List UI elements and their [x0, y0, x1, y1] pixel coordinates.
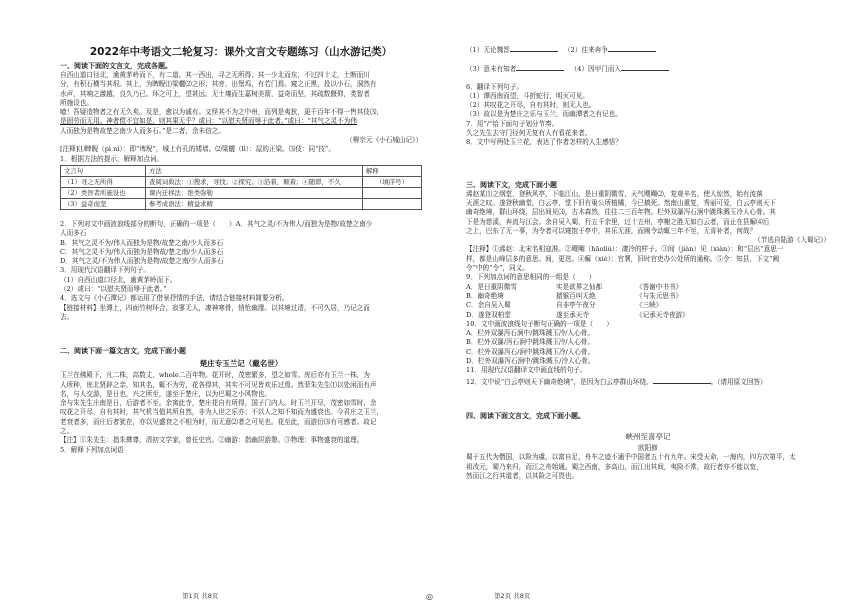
passage-line: 幽奇绝境，群山环绕，层出间见⑶，古木森然，往往二三百年物。栏外双瀑泻石涧中跳珠溅玉冷人心骨。其 [466, 208, 776, 217]
passage-line: 下是为慈溪，奔流与江会。余自吴入蜀，行五千余里，过十五州，亭榭之胜无如白云者，而止在县廨⑷后 [466, 217, 770, 226]
option-c: C．其气之灵不为/伟人而独为是物故/楚之南/少人而多石 [60, 247, 224, 256]
option-a-source: 《答谢中书书》 [636, 282, 683, 291]
vocab-row [466, 44, 830, 55]
question-12 [466, 376, 830, 387]
question-7 [466, 120, 830, 139]
question-line: 人而多石 [60, 229, 87, 238]
passage-line: 是固劳而无用。神者傥不宜如是，则其果无乎？或曰：“以慰夫贤而辱于此者。”或曰：“其气之灵不为伟 [60, 117, 357, 126]
option-row [466, 301, 830, 310]
passage-line: 祖改元，蜀乃来归，而江之舟始通。蜀之西南，多高山，而江出其间，夷险不常，故行者亦不能以宽， [466, 462, 763, 471]
passage-line: 噫！吾疑造物者之有无久矣。及是，愈以为诚有。又怪其不为之中州，而列是夷狄，更千百年不得一售其伎⑶， [60, 108, 384, 117]
question-line: 久之先生去守门径何无复有人有看花来者。 [466, 129, 592, 138]
passage-line: 蜀于五代为僭国，以险为虞，以富自足，舟车之迹不通乎中国者五十有九年。宋受天命，一海内，四方次第平，太 [466, 453, 796, 462]
table-cell [363, 198, 422, 209]
question-4 [60, 294, 422, 322]
option-c[interactable]: C．余自吴入蜀 [466, 301, 511, 310]
option-row [466, 283, 830, 292]
table-header-row [61, 165, 422, 176]
answer-blank[interactable] [510, 44, 558, 52]
passage-source: （柳宗元《小石城山记》） [346, 136, 422, 145]
question-12-suffix: 。（请用原文回答） [710, 377, 767, 386]
table-cell: 查阅词典法：①搜求，寻找；②探究；③沿着，顺着；④随即，不久 [146, 176, 363, 187]
table-row [61, 187, 422, 198]
vocab-item: （1）无论魏晋 [466, 46, 510, 54]
question-8: 8．文中写两处玉兰花，表达了作者怎样的人生感悟？ [466, 138, 622, 147]
page-right [430, 0, 860, 608]
passage-2 [60, 371, 422, 436]
table-cell: （2）类智者所施设也 [61, 187, 146, 198]
option-d-source: 《记承天寺夜游》 [636, 310, 689, 319]
note-line: 令”中的“令”，同义。 [466, 264, 529, 273]
option-row [466, 311, 830, 320]
question-line: 6．翻译下列句子。 [466, 82, 523, 91]
question-5-items [466, 44, 830, 75]
passage-title: 峡州至喜亭记 [625, 431, 671, 441]
passage-author: 欧阳修 [638, 443, 658, 452]
question-5: 5．解释下列加点词语 [60, 445, 124, 454]
table-row [61, 198, 422, 209]
passage-line: 自西山道口径北，逾黄茅岭而下，有二道。其一西出，寻之无所得；其一少北而东，不过四十丈，土断而川 [60, 71, 370, 79]
question-line: 去。 [60, 312, 74, 321]
question-2 [60, 220, 422, 266]
table-row [61, 176, 422, 187]
passage-title: 楚庄专玉兰记（戴名世） [199, 359, 283, 369]
question-9: 9．下列加点词的意思相同的一组是（ ） [466, 273, 596, 282]
passage-line: 浠赵某⑴之纲堂，登秋风亭，下临江山，是日重阴微雪，天气飕飗⑵，复观辛名，使人惊然，始有流落 [466, 189, 763, 198]
note-line: 样，都是山峰层多的意思。间，更迭。④廨（xiè）：官署，旧时官吏办公处所的通称。⑤令：知县，下文“阙 [466, 254, 780, 263]
vocab-item: （2）往来奔争 [564, 46, 608, 54]
option-b-compare: 猿猴百叫无绝 [556, 291, 596, 300]
answer-blank[interactable] [621, 63, 669, 71]
question-line: （2）或曰：“以慰夫贤而辱于此者。” [60, 285, 167, 294]
question-line: （3）故以是为楚庄之乐与玉兰，而幽潭者之有记也。 [466, 110, 622, 119]
option-a[interactable]: A．是日重阴微雪 [466, 282, 517, 291]
passage-1 [60, 71, 422, 145]
option-d[interactable]: D．遂登双柏堂 [466, 310, 511, 319]
table-header: 解释 [363, 165, 422, 176]
method-table [60, 165, 422, 210]
option-b: B．其气之灵不为/伟人而独为是物/故楚之南/少人而多石 [60, 238, 224, 247]
passage-line: 之。 [60, 427, 74, 436]
option-b-source: 《与朱元思书》 [636, 291, 683, 300]
table-header: 文言句 [61, 165, 146, 176]
note-2: 【注】①朱先生：指朱彝尊，清初文学家，曾任史官。②幽游：指幽居游憩。③物理：事物盛衰的道理。 [60, 436, 364, 445]
answer-blank[interactable] [653, 376, 711, 384]
table-cell: 课内迁移法：绝类弥勒 [146, 187, 363, 198]
passage-line: 余与朱先生庄南是日，后游者不至。余寓此寺，楚庄花自有所得，国子门内人。时玉兰开尽，茂密如雪时，余 [60, 399, 377, 408]
option-d-compare: 遂至承天寺 [556, 310, 589, 319]
table-cell: （3）益奇而坚 [61, 198, 146, 209]
passage-line: 天涯之叹。遂登秋幽堂，白云亭，堂下旧有巢公所植橘，今已槁死。然南山重复，秀丽可爱，白云亭则天下 [466, 198, 776, 207]
option-b[interactable]: B．栏外双瀑/泻石涧中跳珠溅玉冷/人心骨。 [466, 338, 594, 347]
passage-line: 人所种，庑北贤辟之亲，知其名，辄不为劳，花各得其，其实不可见皆欢乐过焉。然菲朱先生⑴以处闲而有声 [60, 380, 377, 389]
table-cell: 参考成语法：精益求精 [146, 198, 363, 209]
note-line: 【注释】①浠赵：北宋名相寇准。②飕飗（hāoliú）：凄冷的样子。③间（jiàn）见（xiàn）：和“层出”意思一 [466, 245, 784, 254]
passage-line: 所施设也。 [60, 98, 93, 107]
passage-line: 分，有积石横当其垠。其上，为睥睨⑴梁欐⑵之形；其旁，出堡坞，有若门焉。窥之正黑，投以小石，洞然有 [60, 80, 377, 89]
option-d[interactable]: D．栏外双瀑泻石涧中/跳珠溅玉/冷人心骨。 [466, 357, 595, 366]
page-number-left: 第1页 共8页 [182, 592, 219, 600]
option-b[interactable]: B．幽奇绝境 [466, 291, 504, 300]
option-c[interactable]: C．栏外双瀑泻石/涧中跳珠溅玉冷/人心骨。 [466, 347, 595, 356]
passage-line: 叹花之开尽，自有其时，其气机当值其所自然，非为人世之乐亦；不以人之知不知而为盛衰也。今君庄之玉兰， [60, 408, 384, 417]
passage-line: 水声，其响之激越，良久乃已。环之可上，望甚远。无土壤而生嘉树美箭，益奇而坚，其疏数偃仰，类智者 [60, 89, 370, 98]
question-11: 11．用现代汉语翻译文中画直线的句子。 [466, 366, 587, 375]
question-line: （1）自西山道口径北，逾黄茅岭而下。 [60, 275, 177, 284]
passage-line: 老衰者多，而庄后者犹在，亦以见盛衰之不相为时，而无意⑵者之可见也。花至此，而游衍⑶有可感者。故记 [60, 417, 377, 426]
question-3 [60, 266, 422, 294]
passage-source: （节选自陆游《入蜀记》） [754, 236, 830, 245]
passage-line: 之上，巴东了无一事，为令者可以寝饱于亭中，其乐无涯，而阙令动辄三年不至，无肯补者，何哉？ [466, 226, 757, 235]
table-cell: （填序号） [363, 176, 422, 187]
question-1: 1．根据方法的提示，解释加点词。 [60, 154, 164, 163]
option-row [466, 292, 830, 301]
table-header: 方法 [146, 165, 363, 176]
question-line: 3．用现代汉语翻译下列句子。 [60, 266, 150, 275]
passage-line: 名，与人交游，是日也，兴之所至，遂至于楚庄，以为巴蜀之小风物也。 [60, 389, 271, 398]
passage-line: 玉兰在佛殿下，凡二株，高数丈，whole二百年物。花开时，茂密繁多，望之如雪。庑后亦有玉兰一株，为 [60, 371, 370, 380]
table-cell: （1）寻之无所得 [61, 176, 146, 187]
section-heading-4: 四、阅读下面文言文，完成下面小题。 [466, 411, 585, 420]
question-10-options [466, 329, 830, 366]
question-9-options [466, 283, 830, 320]
answer-blank[interactable] [516, 63, 564, 71]
page-number-right: 第2页 共8页 [494, 592, 531, 600]
option-c-compare: 自非亭午夜分 [556, 301, 596, 310]
binding-mark: ◎ [426, 592, 433, 601]
vocab-row [466, 63, 830, 74]
vocab-item: （4）因甲门而入 [570, 65, 622, 74]
question-line: 4．选文与《小石潭记》都运用了借景抒情的手法，请结合链接材料简要分析。 [60, 294, 289, 303]
passage-line: 人而独为是物故楚之南少人而多石。”是二者，余未信之。 [60, 126, 225, 135]
passage-3 [466, 190, 830, 246]
option-d: D．其气之灵/不为伟人而独为是物/故楚之南/少人而多石 [60, 257, 224, 266]
table-cell [363, 187, 422, 198]
question-line: 7．用“/”给下面句子划分节奏。 [466, 119, 559, 128]
option-a[interactable]: A．栏外双瀑泻石涧中/跳珠溅玉冷/人心骨。 [466, 329, 594, 338]
question-6 [466, 83, 830, 120]
option-a-compare: 实是欲界之仙都 [556, 282, 603, 291]
section-heading-3: 三、阅读下文，完成下面小题 [466, 180, 557, 189]
section-heading-1: 一、阅读下面的文言文，完成各题。 [60, 62, 172, 70]
document-title: 2022年中考语文二轮复习：课外文言文专题练习（山水游记类） [89, 46, 393, 58]
question-line: 2．下列对文中画波浪线部分的断句，正确的一项是（ ）A．其气之灵/不为伟人/而独为是物/故楚之南少 [60, 219, 373, 228]
passage-4 [466, 453, 830, 481]
option-c-source: 《三峡》 [636, 301, 663, 310]
note-1: [注释]⑴睥睨（pì nì）：即“埤堄”，城上有孔的矮墙。⑵梁欐（lì）：屋的正梁。⑶伎：同“技”。 [60, 145, 335, 154]
question-10: 10．文中画波浪线句子断句正确的一项是（ ） [466, 319, 613, 328]
section-heading-2: 二、阅读下面一篇文言文，完成下面小题 [60, 347, 186, 356]
answer-blank[interactable] [608, 44, 656, 52]
question-line: （1）潭西南而望，斗折蛇行，明灭可见。 [466, 91, 589, 100]
question-line: 【链接材料】坐潭上，四面竹树环合，寂寥无人，凄神寒骨，悄怆幽邃。以其境过清，不可久居，乃记之而 [60, 303, 370, 312]
question-12-text: 12．文中说“白云亭则天下幽奇绝境”，是因为白云亭群山环绕、 [466, 377, 653, 386]
passage-line: 然而江之行其道者，以其险之可畏也。 [466, 471, 579, 480]
note-3 [466, 245, 830, 273]
vocab-item: （3）意未有知者 [466, 65, 517, 74]
question-line: （2）其叹花之开尽，自有其时，则无人也。 [466, 101, 596, 110]
